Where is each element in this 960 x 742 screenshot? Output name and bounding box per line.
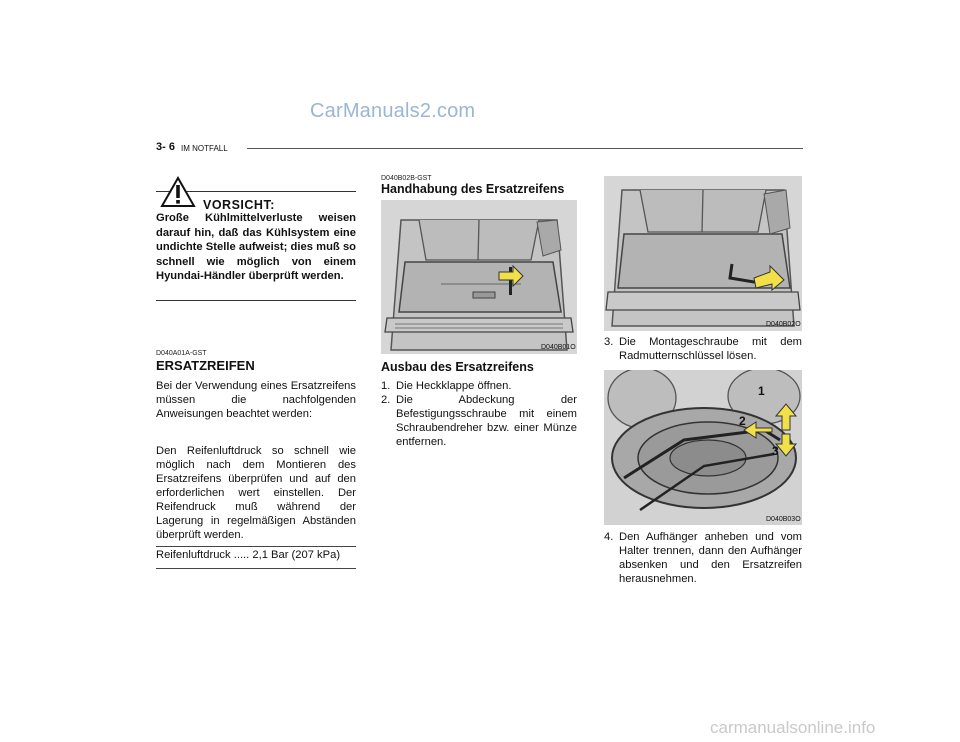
removal-steps: [381, 379, 577, 449]
spec-rule-bottom: [156, 568, 356, 569]
step-4-list: [604, 530, 802, 586]
removal-subheading: Ausbau des Ersatzreifens: [381, 360, 534, 374]
warning-triangle-icon: [160, 176, 196, 208]
step-3-list: [604, 335, 802, 363]
pressure-spec: Reifenluftdruck ..... 2,1 Bar (207 kPa): [156, 549, 341, 561]
step-4-number: 4.: [604, 531, 614, 543]
spare-tire-photo: [604, 370, 802, 525]
step-3: [604, 335, 802, 363]
watermark-top: CarManuals2.com: [310, 100, 476, 122]
spare-heading: ERSATZREIFEN: [156, 358, 255, 373]
watermark-bottom: carmanualsonline.info: [710, 718, 876, 737]
step-3-number: 3.: [604, 336, 614, 348]
step-2: [381, 393, 577, 449]
step-3-text: Die Montageschraube mit dem Radmutternschlüssel lösen.: [619, 336, 802, 362]
photo3-code: D040B03O: [766, 516, 801, 523]
page-number: 3- 6: [156, 141, 175, 153]
step-1-text: Die Heckklappe öffnen.: [396, 380, 512, 392]
header-rule: [247, 148, 803, 149]
caution-title: VORSICHT:: [203, 198, 275, 212]
step-1: [381, 379, 577, 393]
handling-heading: Handhabung des Ersatzreifens: [381, 182, 565, 196]
tire-label-3: 3: [772, 444, 779, 458]
tire-label-1: 1: [758, 384, 765, 398]
section-label: IM NOTFALL: [181, 144, 228, 153]
spare-code: D040A01A-GST: [156, 350, 207, 357]
spare-paragraph-1: Bei der Verwendung eines Ersatzreifens müssen die nachfolgenden Anweisungen beachtet werden:: [156, 380, 356, 420]
spare-paragraph-2: Den Reifenluftdruck so schnell wie möglich nach dem Montieren des Ersatzreifens überprüfen und auf den erforderlichen wert einstellen. Der Reifendruck muß während der Lagerung in regelmäßigen Abständen überprüft werden.: [156, 445, 356, 541]
cargo-floor-photo: [381, 200, 577, 354]
step-1-number: 1.: [381, 380, 391, 392]
spec-rule-top: [156, 546, 356, 547]
photo2-code: D040B02O: [766, 321, 801, 328]
photo1-code: D040B01O: [541, 344, 576, 351]
step-2-text: Die Abdeckung der Befestigungsschraube mit einem Schraubendreher bzw. einer Münze entfernen.: [396, 394, 577, 448]
tire-label-2: 2: [739, 414, 746, 428]
handling-code: D040B02B-GST: [381, 175, 432, 182]
caution-text: Große Kühlmittelverluste weisen darauf hin, daß das Kühlsystem eine undichte Stelle aufweist; dies muß so schnell wie möglich von einem Hyundai-Händler überprüft werden.: [156, 212, 356, 283]
step-4-text: Den Aufhänger anheben und vom Halter trennen, dann den Aufhänger absenken und den Ersatzreifen herausnehmen.: [619, 531, 802, 585]
step-4: [604, 530, 802, 586]
wrench-photo: [604, 176, 802, 331]
step-2-number: 2.: [381, 394, 391, 406]
